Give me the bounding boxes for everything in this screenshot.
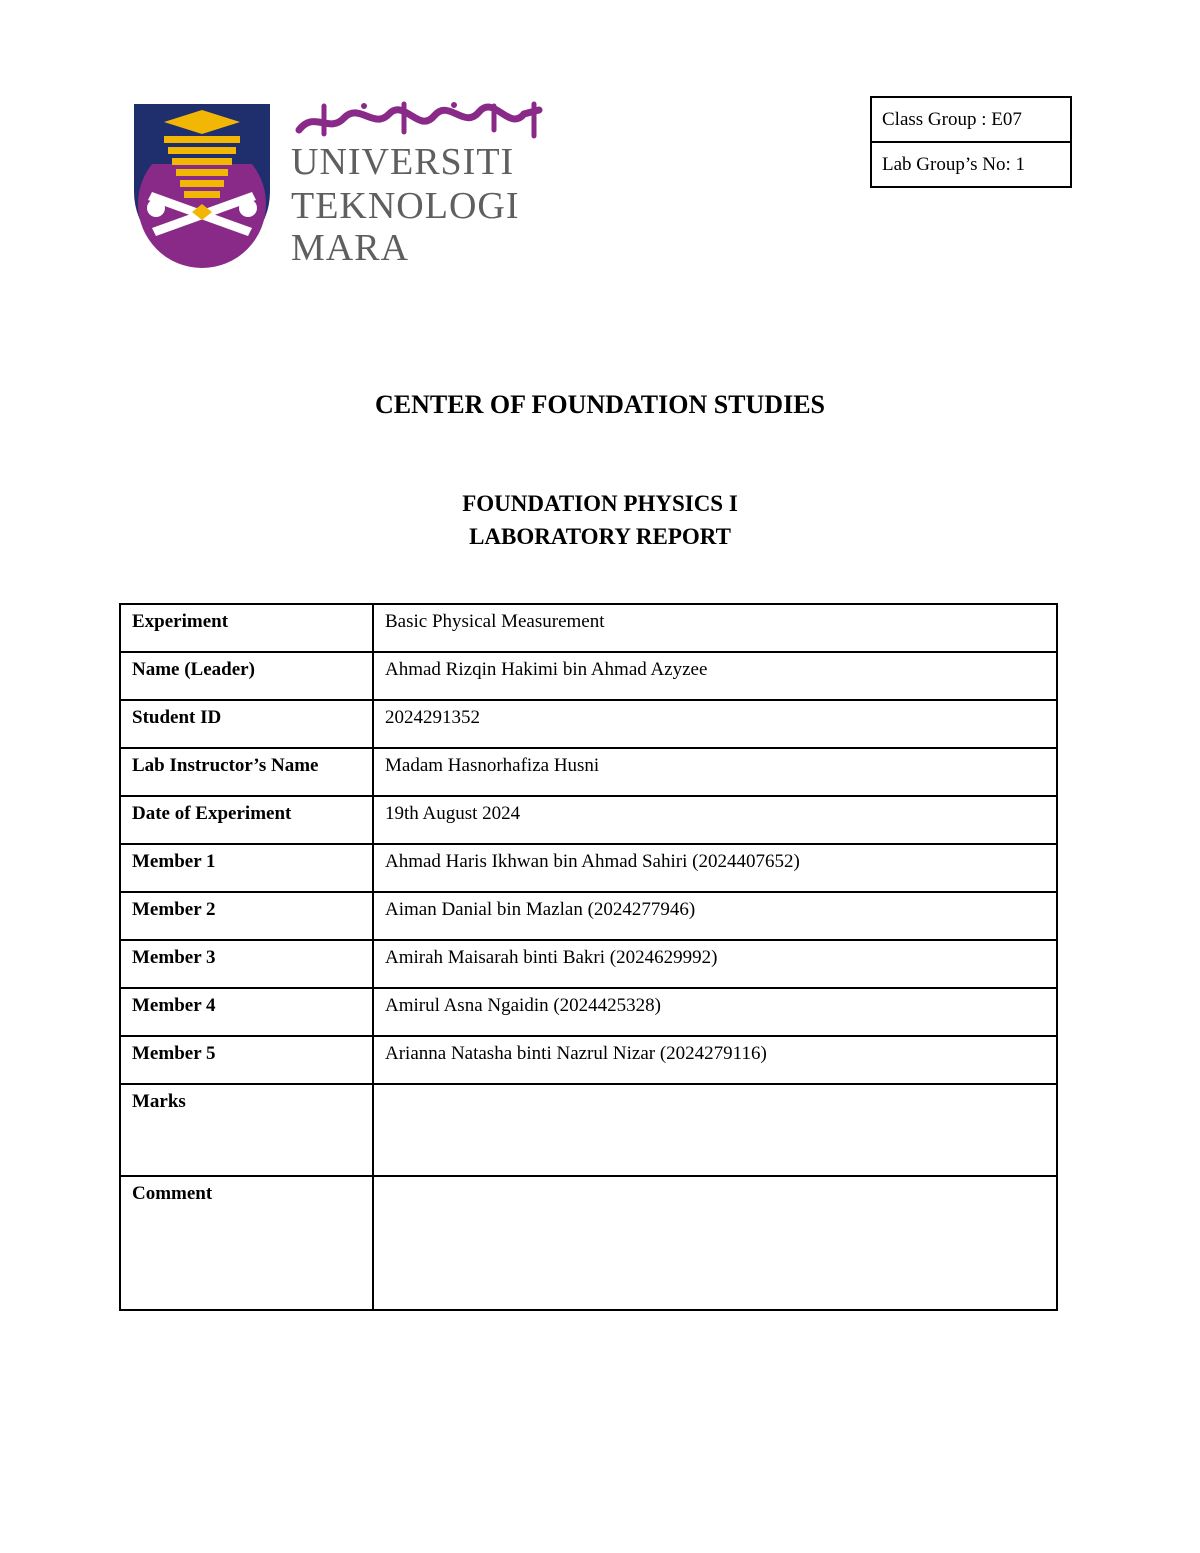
row-label: Member 4 <box>120 988 373 1036</box>
page-title: CENTER OF FOUNDATION STUDIES <box>374 390 825 419</box>
table-row <box>120 604 1057 652</box>
table-row <box>120 796 1057 844</box>
logo-name-line2: TEKNOLOGI <box>291 185 520 227</box>
report-subtitle <box>0 487 1200 553</box>
row-value: Arianna Natasha binti Nazrul Nizar (2024279116) <box>373 1036 1057 1084</box>
table-row <box>120 988 1057 1036</box>
table-row <box>120 1176 1057 1310</box>
row-label: Member 2 <box>120 892 373 940</box>
row-value: Madam Hasnorhafiza Husni <box>373 748 1057 796</box>
table-row <box>120 1036 1057 1084</box>
logo-name-line1: UNIVERSITI <box>291 141 515 183</box>
row-value: Amirul Asna Ngaidin (2024425328) <box>373 988 1057 1036</box>
table-row <box>120 892 1057 940</box>
class-group: Class Group : E07 <box>871 97 1071 142</box>
row-value: Amirah Maisarah binti Bakri (2024629992) <box>373 940 1057 988</box>
subtitle-line1: FOUNDATION PHYSICS I <box>462 491 738 516</box>
logo-name-line3: MARA <box>291 227 410 269</box>
lab-group-number: Lab Group’s No: 1 <box>871 142 1071 187</box>
row-value <box>373 1084 1057 1176</box>
row-value: Basic Physical Measurement <box>373 604 1057 652</box>
table-row <box>120 844 1057 892</box>
row-label: Member 5 <box>120 1036 373 1084</box>
row-label: Student ID <box>120 700 373 748</box>
table-row <box>120 1084 1057 1176</box>
row-label: Experiment <box>120 604 373 652</box>
jawi-script <box>294 100 544 142</box>
row-label: Date of Experiment <box>120 796 373 844</box>
group-info-box <box>870 96 1072 188</box>
row-label: Comment <box>120 1176 373 1310</box>
row-value: Ahmad Haris Ikhwan bin Ahmad Sahiri (2024407652) <box>373 844 1057 892</box>
table-row <box>120 748 1057 796</box>
report-details-table <box>119 603 1058 1311</box>
row-value: 2024291352 <box>373 700 1057 748</box>
row-value <box>373 1176 1057 1310</box>
crest-icon <box>134 100 274 270</box>
row-value: Aiman Danial bin Mazlan (2024277946) <box>373 892 1057 940</box>
table-row <box>120 652 1057 700</box>
table-row <box>120 700 1057 748</box>
university-logo <box>134 100 544 272</box>
subtitle-line2: LABORATORY REPORT <box>469 524 731 549</box>
row-label: Marks <box>120 1084 373 1176</box>
row-label: Name (Leader) <box>120 652 373 700</box>
row-label: Member 3 <box>120 940 373 988</box>
row-label: Lab Instructor’s Name <box>120 748 373 796</box>
row-label: Member 1 <box>120 844 373 892</box>
table-row <box>120 940 1057 988</box>
row-value: Ahmad Rizqin Hakimi bin Ahmad Azyzee <box>373 652 1057 700</box>
row-value: 19th August 2024 <box>373 796 1057 844</box>
